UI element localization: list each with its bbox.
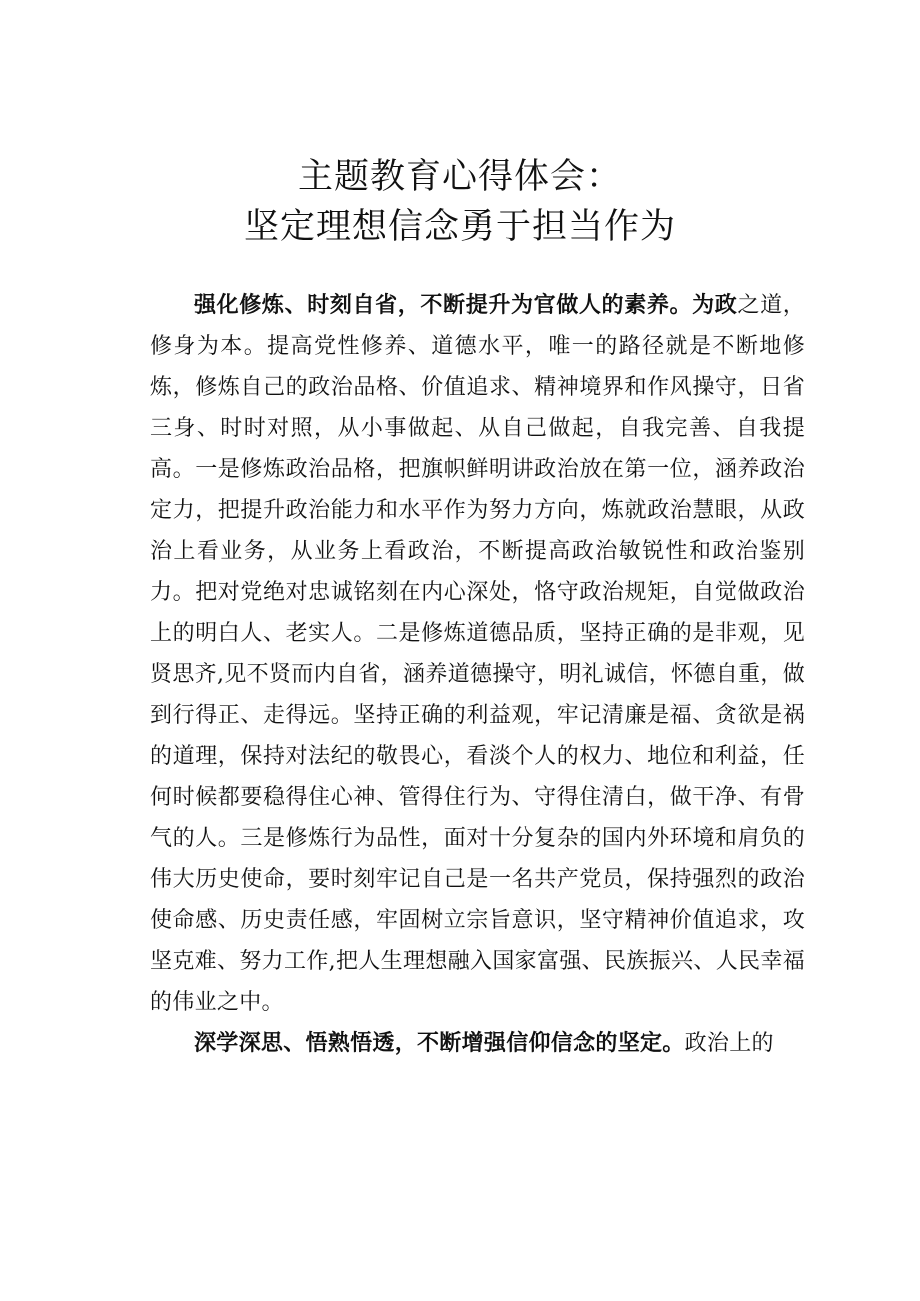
title-line-2: 坚定理想信念勇于担当作为 [243,207,676,247]
paragraph-1-lead: 强化修炼、时刻自省，不断提升为官做人的素养。为政 [194,293,738,318]
document-body [150,285,805,1064]
paragraph-2-text: 政治上的 [684,1031,774,1056]
paragraph-2 [150,1023,805,1064]
document-title [0,152,920,252]
paragraph-1 [150,285,805,1023]
paragraph-2-lead: 深学深思、悟熟悟透，不断增强信仰信念的坚定。 [194,1031,685,1056]
title-line-1: 主题教育心得体会： [297,157,622,197]
paragraph-1-text: 之道，修身为本。提高党性修养、道德水平，唯一的路径就是不断地修炼，修炼自己的政治品格、价值追求、精神境界和作风操守，日省三身、时时对照，从小事做起、从自己做起，自我完善、自我提高。一是修炼政治品格，把旗帜鲜明讲政治放在第一位，涵养政治定力，把提升政治能力和水平作为努力方向，炼就政治慧眼，从政治上看业务，从业务上看政治，不断提高政治敏锐性和政治鉴别力。把对党绝对忠诚铭刻在内心深处，恪守政治规矩，自觉做政治上的明白人、老实人。二是修炼道德品质，坚持正确的是非观，见贤思齐,见不贤而内自省，涵养道德操守，明礼诚信，怀德自重，做到行得正、走得远。坚持正确的利益观，牢记清廉是福、贪欲是祸的道理，保持对法纪的敬畏心，看淡个人的权力、地位和利益，任何时候都要稳得住心神、管得住行为、守得住清白，做干净、有骨气的人。三是修炼行为品性，面对十分复杂的国内外环境和肩负的伟大历史使命，要时刻牢记自己是一名共产党员，保持强烈的政治使命感、历史责任感，牢固树立宗旨意识，坚守精神价值追求，攻坚克难、努力工作,把人生理想融入国家富强、民族振兴、人民幸福的伟业之中。 [150,293,806,1015]
